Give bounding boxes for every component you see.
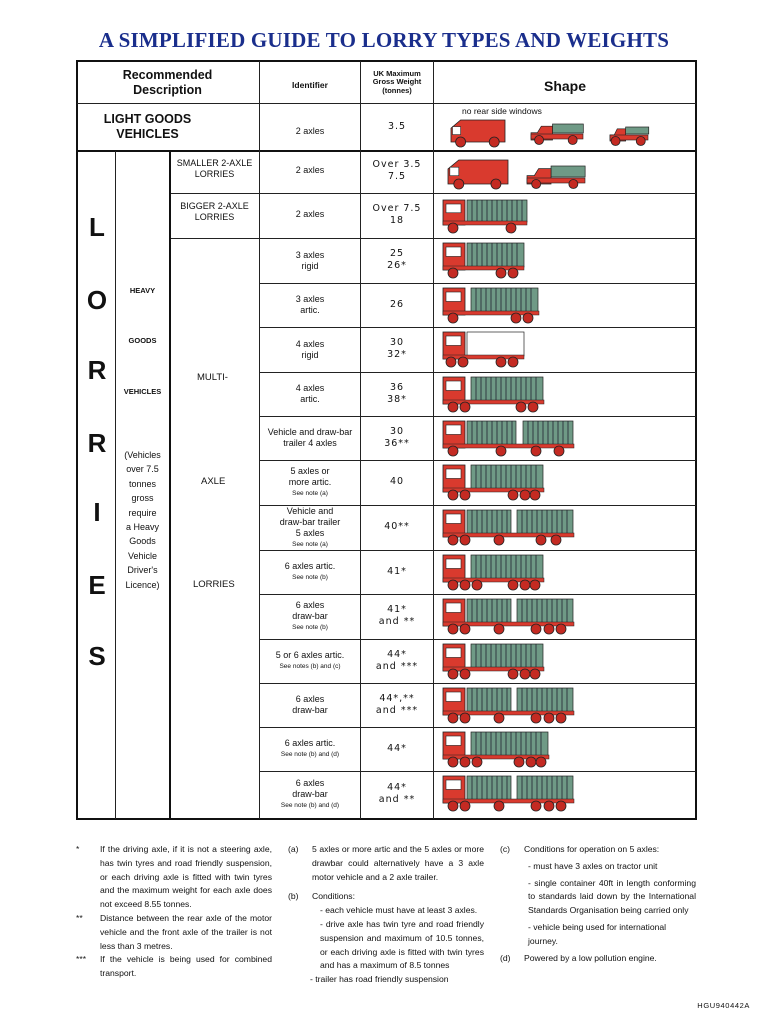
row-identifier: 4 axles rigid [295,338,325,360]
row-weight: 44* and ** [378,782,416,806]
footnotes-stars: * If the driving axle, if it is not a steering axle, has twin tyres and road friendly suspension, or each driving axle is fitted with twin tyres and the maximum weight for each axle does not exceed 8.55 tonnes. ** Distance between the rear axle of the motor vehicle and the front axle of the trailer is not less than 3 metres. *** If the vehicle is being used for combined transport. [76,844,272,979]
truck-5-or-6-axle-artic-icon [441,641,546,681]
hgv-goods: GOODS [128,336,157,345]
lorries-letter: S [88,641,106,671]
row-identifier: 3 axles rigid [295,249,325,271]
row-identifier: 5 or 6 axles artic. See notes (b) and (c) [275,650,345,670]
row-identifier: 3 axles artic. [295,294,325,315]
row-weight: 44* [387,742,407,754]
truck-6-axle-drawbar-icon [441,773,576,813]
row-weight: 30 32* [387,337,407,361]
header-identifier: Identifier [292,80,328,90]
row-identifier: 5 axles or more artic. See note (a) [288,466,332,497]
truck-6-axle-drawbar-icon [441,685,576,725]
lorries-letter: O [86,285,108,315]
lorries-letter: R [87,355,107,385]
hgv-licence-note: (Vehicles over 7.5 tonnes gross require a Heavy Goods Vehicle Driver's Licence) [124,450,161,590]
lorries-letter: R [87,428,107,458]
light-goods-identifier: 2 axles [295,126,325,136]
truck-5-axle-artic-icon [441,462,546,502]
header-shape: Shape [543,78,586,94]
truck-6-axle-artic-icon [441,552,546,592]
multi-axle-label-multi: MULTI- [197,372,228,383]
multi-axle-label-axle: AXLE [201,476,226,487]
page-title: A SIMPLIFIED GUIDE TO LORRY TYPES AND WEIGHTS [98,28,670,52]
footnotes-a-b: (a) 5 axles or more artic and the 5 axles or more drawbar could alternatively have a 3 axle motor vehicle and a 2 axle trailer. (b) Conditions: - each vehicle must have at least 3 axles. - drive axle has twin tyre and road friendly suspension and maximum of 10.5 tonnes, or each driving axle is fitted with twin tyres and has a maximum of 8.5 tonnes - trailer has road friendly suspension [288,844,484,985]
van-icon [449,117,507,149]
rigid-2-axle-truck-icon [441,197,529,235]
row-identifier: 6 axles draw-bar See note (b) and (d) [280,778,340,809]
row-weight: 44* and *** [375,648,419,672]
row-weight: 30 36** [384,425,410,449]
row-identifier: 6 axles artic. See note (b) [284,561,336,581]
row-weight: 36 38* [387,381,407,405]
hgv-heavy: HEAVY [129,286,156,295]
row-identifier: Vehicle and draw-bar trailer 5 axles See note (a) [279,505,341,548]
row-weight: 41* [387,565,407,577]
truck-6-axle-drawbar-icon [441,596,576,636]
row-identifier: 4 axles artic. [295,383,325,404]
smaller-2-axle-weight: Over 3.5 7.5 [372,159,422,183]
no-rear-windows-caption: no rear side windows [462,106,542,116]
truck-3-axle-artic-icon [441,285,541,325]
pickup-icon [529,121,585,147]
flatbed-lorry-icon [525,163,587,191]
row-weight: 44*,** and *** [375,692,419,716]
bigger-2-axle-identifier: 2 axles [295,209,325,219]
header-weight: UK Maximum Gross Weight (tonnes) [372,69,422,95]
smaller-2-axle-identifier: 2 axles [295,165,325,175]
bigger-2-axle-description: BIGGER 2-AXLE LORRIES [180,201,249,223]
small-pickup-icon [608,124,650,148]
smaller-2-axle-description: SMALLER 2-AXLE LORRIES [176,158,253,180]
truck-6-axle-artic-icon [441,729,551,769]
hgv-vehicles: VEHICLES [123,387,162,396]
multi-axle-label-lorries: LORRIES [193,579,235,590]
row-weight: 26 [389,298,405,310]
light-goods-weight: 3.5 [387,121,407,132]
row-weight: 40 [389,476,405,488]
footnotes-c-d: (c) Conditions for operation on 5 axles: - must have 3 axles on tractor unit - single container 40ft in length conforming to standards laid down by the International Standards Organisation being carried only - vehicle being used for international journey. (d) Powered by a low pollution engine. [500,844,696,963]
row-weight: 25 26* [387,248,407,272]
document-code: HGU940442A [697,1001,750,1010]
truck-4-axle-artic-icon [441,374,546,414]
box-van-icon [446,157,510,191]
lorries-letter: I [93,497,101,527]
lorries-letter: L [89,212,105,242]
bigger-2-axle-weight: Over 7.5 18 [372,203,422,227]
truck-4-axle-rigid-icon [441,329,526,369]
light-goods-description: LIGHT GOODS VEHICLES [103,112,192,141]
row-identifier: 6 axles artic. See note (b) and (d) [280,738,340,758]
row-identifier: 6 axles draw-bar See note (b) [292,600,328,631]
truck-drawbar-4-axle-icon [441,418,576,458]
row-identifier: 6 axles draw-bar [292,694,328,715]
truck-3-axle-rigid-icon [441,240,526,280]
row-weight: 41* and ** [378,604,416,628]
header-description: Recommended Description [122,68,213,97]
truck-drawbar-5-axle-icon [441,507,576,547]
row-identifier: Vehicle and draw-bar trailer 4 axles [267,427,353,448]
lorries-letter: E [88,570,106,600]
row-weight: 40** [384,521,410,533]
